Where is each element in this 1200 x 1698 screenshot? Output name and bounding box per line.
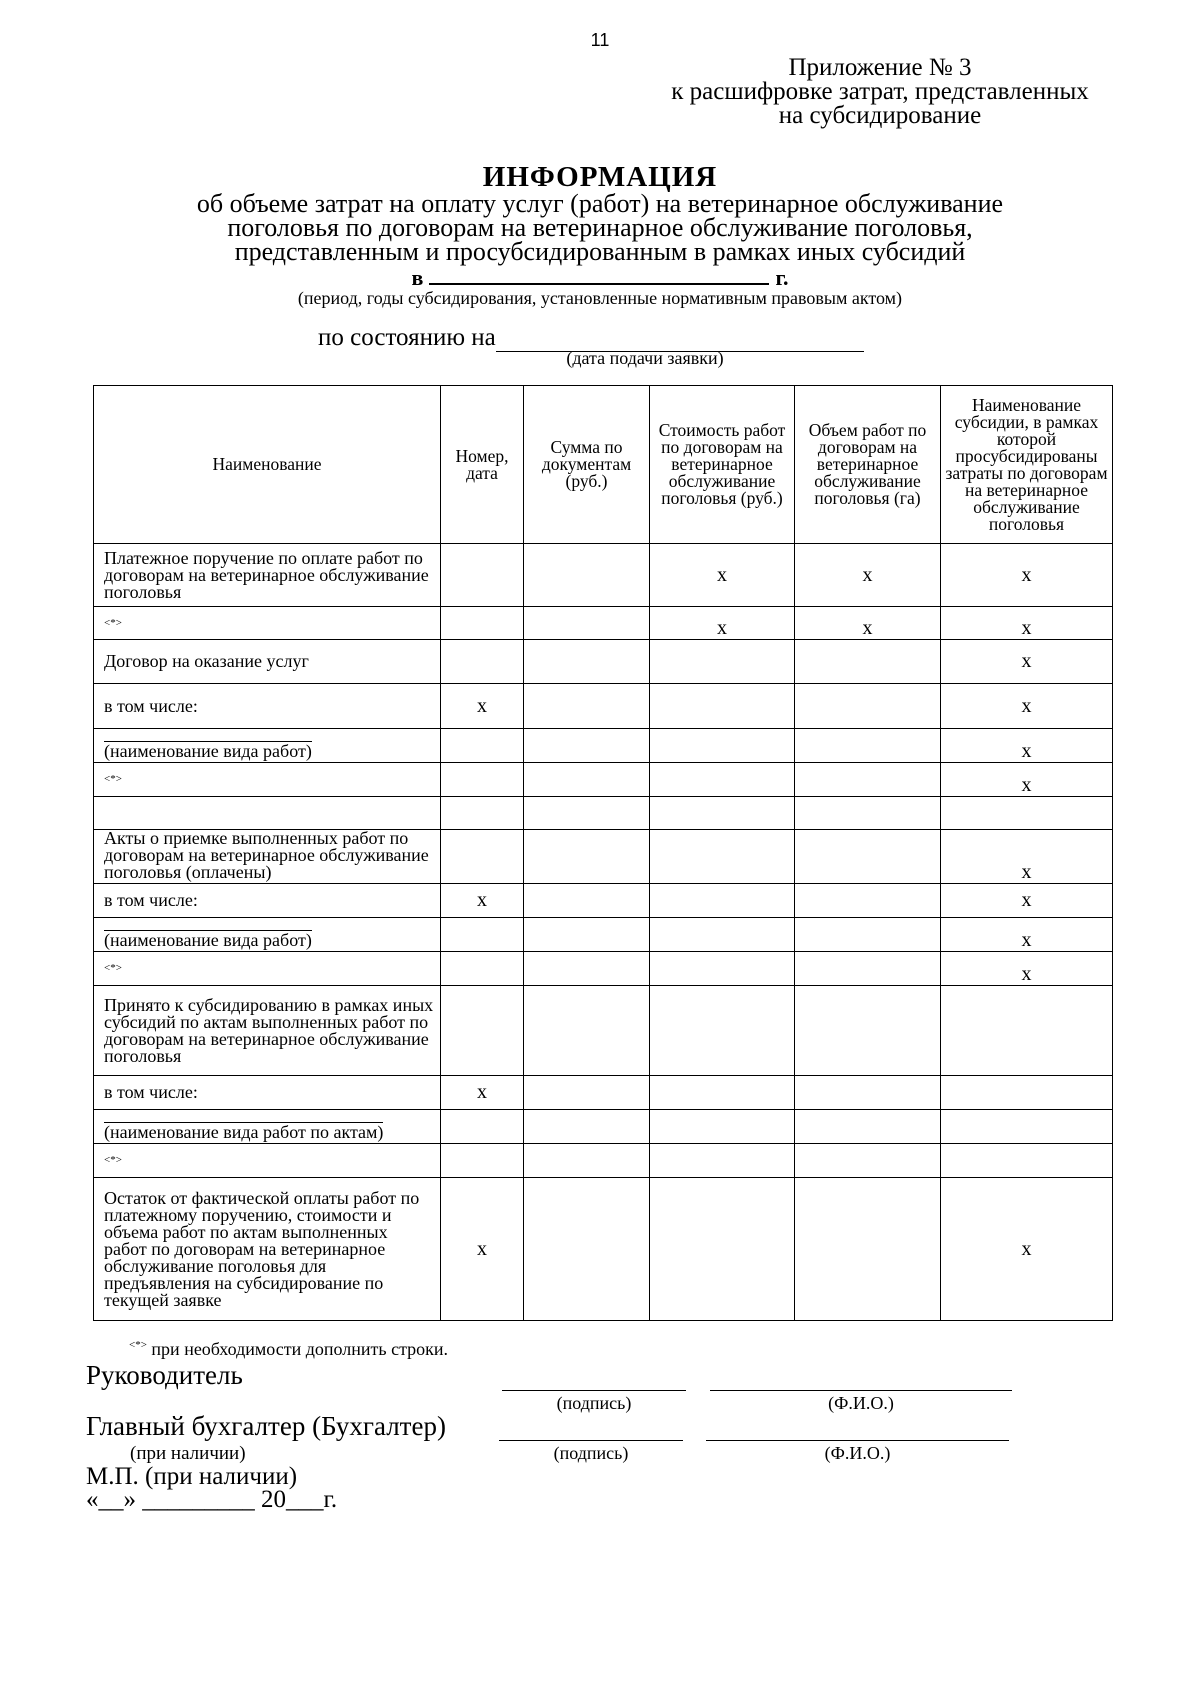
cell-subsidy [941,986,1113,1076]
table-row [94,1110,1113,1144]
cell-cost [650,884,795,918]
table-row [94,1144,1113,1178]
row-name: в том числе: [94,1076,441,1110]
row-name: в том числе: [94,884,441,918]
cell-sum [524,1144,650,1178]
cell-cost [650,1144,795,1178]
cell-volume [795,986,941,1076]
table-row [94,763,1113,797]
row-name [94,729,441,763]
header-sum: Сумма по документам (руб.) [524,386,650,544]
cell-subsidy: x [941,884,1113,918]
accountant-signature-line[interactable] [499,1440,683,1441]
head-signature-line[interactable] [502,1390,686,1391]
cell-sum [524,729,650,763]
cell-number-date [441,986,524,1076]
head-name-hint: (Ф.И.О.) [828,1393,894,1413]
stamp-label: М.П. (при наличии) [86,1463,298,1490]
row-name: <*> [94,952,441,986]
cell-number-date: x [441,1178,524,1321]
head-label: Руководитель [86,1360,243,1390]
cell-number-date [441,640,524,684]
period-blank[interactable] [429,265,769,285]
table-row [94,830,1113,884]
cell-sum [524,918,650,952]
state-date-hint: (дата подачи заявки) [566,348,724,368]
subtitle-line-1: об объеме затрат на оплату услуг (работ) на ветеринарное обслуживание [196,189,1004,218]
cell-cost [650,729,795,763]
appendix-line-1: Приложение № 3 [788,54,972,81]
header-subsidy-name: Наименование субсидии, в рамках которой просубсидированы затраты по договорам на ветеринарное обслуживание поголовья [941,386,1113,544]
period-suffix: г. [775,265,789,290]
accountant-label: Главный бухгалтер (Бухгалтер) [86,1411,446,1441]
row-name-label: (наименование вида работ) [104,741,312,761]
cell-volume [795,918,941,952]
cell-subsidy [941,1110,1113,1144]
accountant-name-line[interactable] [706,1440,1009,1441]
date-line: «__» _________ 20___г. [86,1486,338,1513]
cell-sum [524,884,650,918]
cell-number-date: x [441,684,524,729]
cell-number-date [441,607,524,640]
cell-number-date: x [441,1076,524,1110]
accountant-signature-hint: (подпись) [553,1443,629,1463]
header-number-date: Номер, дата [441,386,524,544]
cell-volume: x [795,607,941,640]
table-row [94,797,1113,830]
head-name-line[interactable] [710,1390,1012,1391]
row-name: <*> [94,763,441,797]
cell-number-date [441,797,524,830]
cell-subsidy [941,797,1113,830]
accountant-name-hint: (Ф.И.О.) [824,1443,891,1463]
row-name-label: (наименование вида работ по актам) [104,1122,384,1142]
cell-sum [524,1178,650,1321]
cell-sum [524,797,650,830]
title-block [0,162,1200,264]
row-name-label: (наименование вида работ) [104,930,312,950]
cell-subsidy: x [941,640,1113,684]
info-table [93,385,1113,1321]
appendix-line-2: к расшифровке затрат, представленных [671,78,1089,105]
cell-subsidy: x [941,729,1113,763]
row-name: в том числе: [94,684,441,729]
cell-number-date [441,952,524,986]
cell-sum [524,607,650,640]
cell-cost [650,1178,795,1321]
row-name: <*> [94,1144,441,1178]
header-cost: Стоимость работ по договорам на ветеринарное обслуживание поголовья (руб.) [650,386,795,544]
cell-number-date [441,918,524,952]
cell-number-date [441,830,524,884]
cell-subsidy: x [941,830,1113,884]
cell-volume [795,884,941,918]
cell-subsidy: x [941,918,1113,952]
footnote-text: при необходимости дополнить строки. [151,1339,449,1359]
cell-subsidy: x [941,1178,1113,1321]
table-row [94,640,1113,684]
subtitle-line-2: поголовья по договорам на ветеринарное обслуживание поголовья, [227,213,973,242]
cell-subsidy: x [941,952,1113,986]
cell-volume: x [795,544,941,607]
cell-subsidy [941,1144,1113,1178]
cell-cost [650,918,795,952]
header-name: Наименование [94,386,441,544]
table-row [94,607,1113,640]
document-title: ИНФОРМАЦИЯ [482,161,718,193]
header-volume: Объем работ по договорам на ветеринарное обслуживание поголовья (га) [795,386,941,544]
period-line [0,265,1200,290]
cell-cost [650,830,795,884]
cell-volume [795,640,941,684]
cell-number-date [441,763,524,797]
cell-cost [650,1110,795,1144]
row-name: <*> [94,607,441,640]
cell-number-date [441,729,524,763]
cell-cost [650,684,795,729]
cell-subsidy: x [941,763,1113,797]
row-name [94,797,441,830]
page-number: 11 [590,30,610,50]
cell-subsidy: x [941,607,1113,640]
row-name: Принято к субсидированию в рамках иных субсидий по актам выполненных работ по договорам на ветеринарное обслуживание поголовья [94,986,441,1076]
cell-cost [650,640,795,684]
cell-subsidy: x [941,684,1113,729]
appendix-line-3: на субсидирование [778,102,982,129]
table-row [94,884,1113,918]
cell-volume [795,830,941,884]
table-row [94,544,1113,607]
head-signature-hint: (подпись) [556,1393,632,1413]
if-any-hint: (при наличии) [130,1443,246,1464]
footnote [129,1339,448,1360]
period-hint: (период, годы субсидирования, установленные нормативным правовым актом) [297,288,903,308]
row-name: Остаток от фактической оплаты работ по платежному поручению, стоимости и объема работ по актам выполненных работ по договорам на ветеринарное обслуживание поголовья для предъявления на субсидирование по текущей заявке [94,1178,441,1321]
table-row [94,918,1113,952]
subtitle-line-3: представленным и просубсидированным в рамках иных субсидий [234,237,966,266]
cell-volume [795,797,941,830]
cell-sum [524,763,650,797]
state-label: по состоянию на [318,324,496,351]
row-name [94,1110,441,1144]
cell-volume [795,1144,941,1178]
table-row [94,1076,1113,1110]
cell-sum [524,640,650,684]
cell-sum [524,830,650,884]
cell-volume [795,1110,941,1144]
cell-sum [524,684,650,729]
table-row [94,1178,1113,1321]
cell-cost: x [650,607,795,640]
period-prefix: в [411,265,424,290]
cell-cost [650,952,795,986]
cell-volume [795,729,941,763]
cell-sum [524,544,650,607]
row-name: Договор на оказание услуг [94,640,441,684]
table-row [94,684,1113,729]
footnote-mark: <*> [129,1339,147,1351]
cell-subsidy [941,1076,1113,1110]
appendix-note [640,56,1120,128]
cell-sum [524,986,650,1076]
row-name: Акты о приемке выполненных работ по договорам на ветеринарное обслуживание поголовья (оплачены) [94,830,441,884]
cell-number-date: x [441,884,524,918]
cell-number-date [441,1144,524,1178]
table-row [94,986,1113,1076]
row-name: Платежное поручение по оплате работ по договорам на ветеринарное обслуживание поголовья [94,544,441,607]
cell-subsidy: x [941,544,1113,607]
cell-sum [524,952,650,986]
cell-sum [524,1076,650,1110]
cell-cost [650,1076,795,1110]
cell-cost [650,763,795,797]
cell-number-date [441,544,524,607]
cell-volume [795,763,941,797]
cell-volume [795,1076,941,1110]
cell-cost [650,986,795,1076]
cell-cost: x [650,544,795,607]
cell-volume [795,952,941,986]
cell-volume [795,1178,941,1321]
cell-sum [524,1110,650,1144]
row-name [94,918,441,952]
cell-volume [795,684,941,729]
table-row [94,952,1113,986]
cell-cost [650,797,795,830]
cell-number-date [441,1110,524,1144]
table-row [94,729,1113,763]
